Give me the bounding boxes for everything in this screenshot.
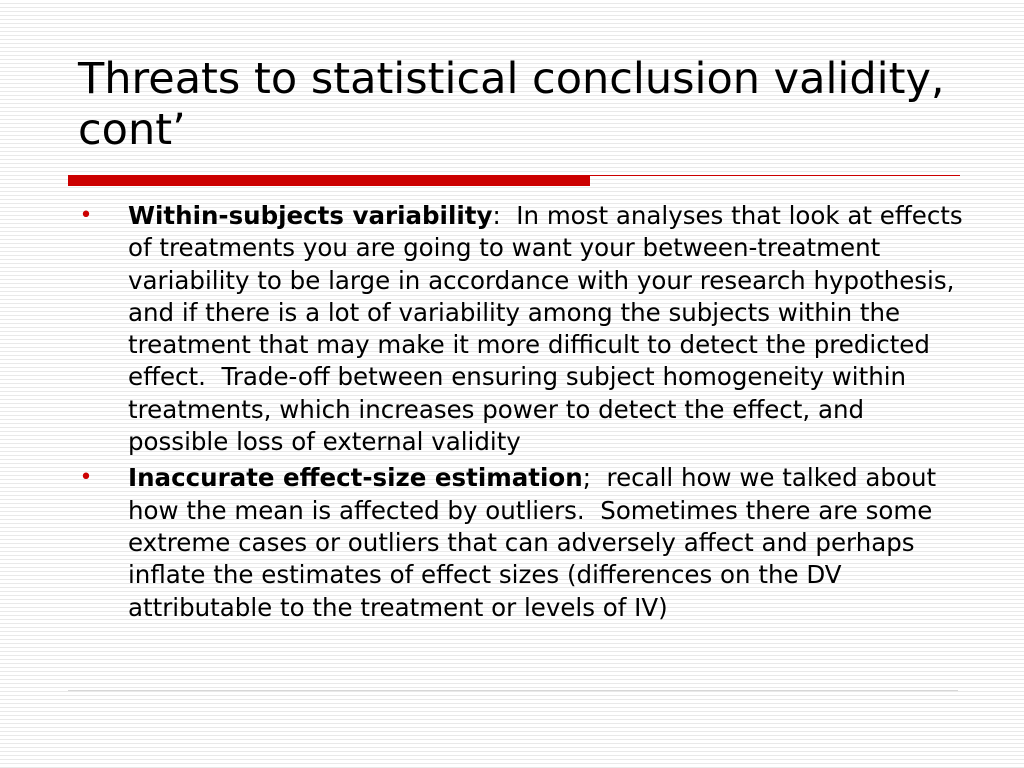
- bullet-dot-icon: •: [79, 203, 93, 228]
- bullet-term: Within-subjects variability: [128, 201, 493, 230]
- bullet-list: [76, 200, 971, 628]
- bullet-separator: ;: [582, 463, 591, 493]
- bullet-text: recall how we talked about how the mean is affected by outliers. Sometimes there are some extreme cases or outliers that can adversely affect and perhaps inflate the estimates of effect sizes (differences on the DV attributable to the treatment or levels of IV): [128, 463, 944, 622]
- title-accent-bar: [68, 175, 590, 186]
- footer-divider: [68, 690, 958, 691]
- bullet-text: In most analyses that look at effects of treatments you are going to want your between-treatment variability to be large in accordance with your research hypothesis, and if there is a lot of variability among the subjects within the treatment that may make it more difficult to detect the predicted effect. Trade-off between ensuring subject homogeneity within treatments, which increases power to detect the effect, and possible loss of external validity: [128, 201, 971, 457]
- bullet-separator: :: [492, 201, 501, 230]
- bullet-item-inaccurate-effect-size-estimation: [76, 462, 966, 623]
- title-underline-rule: [590, 175, 960, 176]
- slide-title: Threats to statistical conclusion validity, cont’: [78, 54, 945, 155]
- bullet-term: Inaccurate effect-size estimation: [128, 463, 583, 493]
- bullet-dot-icon: •: [79, 465, 93, 491]
- bullet-item-within-subjects-variability: [76, 200, 971, 458]
